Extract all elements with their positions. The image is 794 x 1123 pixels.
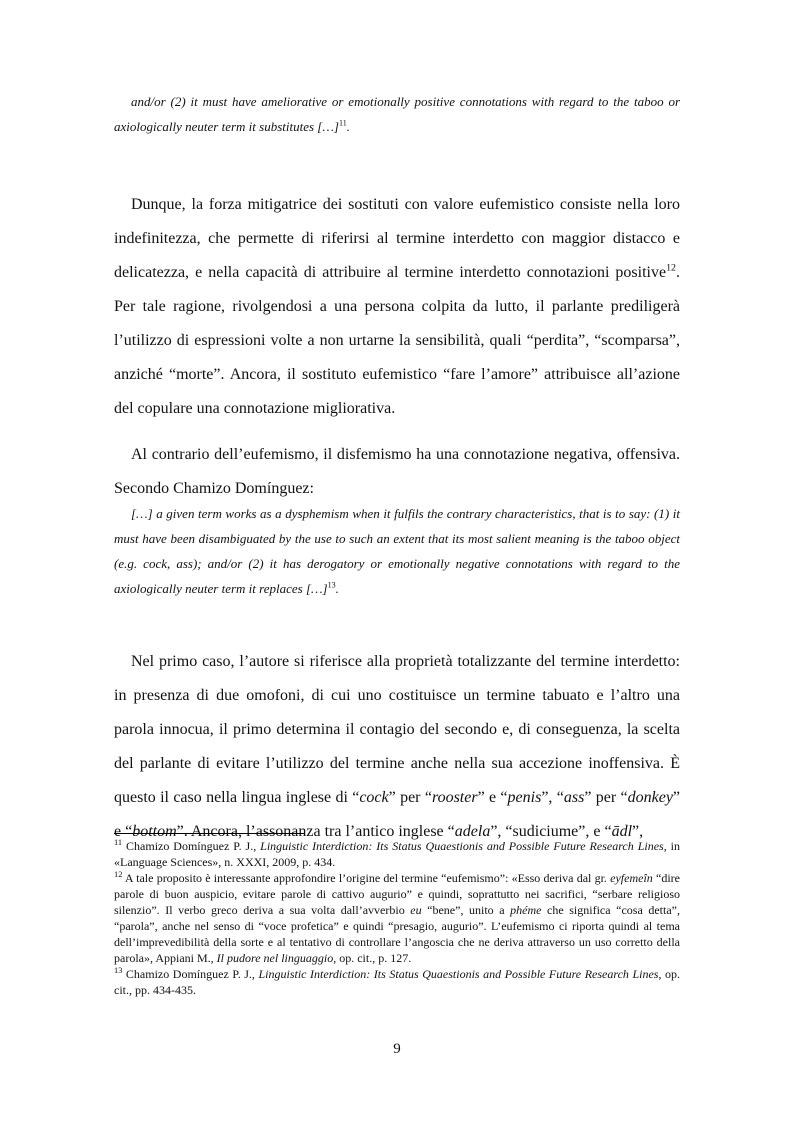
term-adl: ādl [611,823,633,840]
footnote-number: 11 [114,838,123,847]
text-run: che significa “cosa detta”, “parola”, anche nel senso di “voce profetica” e quindi “presagio, augurio”. L’eufemismo ci riporta quindi al tema dell’imprevedibilità della sorte e al tentativo di controllare l’angoscia che ne deriva attraverso un uso corretto della parola», Appiani M., [114,903,680,965]
text-run: ”. Ancora, l’assonanza tra l’antico inglese “ [176,823,455,840]
body-text-section-2 [114,645,680,861]
footnote-11 [114,838,680,870]
footnote-ref-12[interactable]: 12 [666,262,676,274]
text-run: ”, [632,823,644,840]
body-text-section-1 [114,188,680,518]
footnote-number: 13 [114,966,123,975]
term-penis: penis [507,789,542,806]
text-run: Chamizo Domínguez P. J., [122,967,259,981]
term-bottom: bottom [132,823,177,840]
footnote-13 [114,966,680,998]
quote-paragraph [114,89,680,139]
quote-tail: . [335,581,339,596]
quote-text: […] a given term works as a dysphemism when it fulfils the contrary characteristics, that is to say: (1) it must have been disambiguated by the use to such an extent that its most salient meaning is the taboo object (e.g. cock, ass); and/or (2) it has derogatory or emotionally negative connotations with regard to the axiologically neuter term it replaces […] [114,506,680,596]
paragraph-text: Al contrario dell’eufemismo, il disfemismo ha una connotazione negativa, offensiva. Secondo Chamizo Domínguez: [114,446,680,497]
paragraph-dysphemism-intro [114,438,680,506]
footnote-ref-13[interactable]: 13 [327,580,336,590]
paragraph-text-tail: . Per tale ragione, rivolgendosi a una persona colpita da lutto, il parlante prediligerà l’utilizzo di espressioni volte a non urtarne la sensibilità, quali “perdita”, “scomparsa”, anziché “morte”. Ancora, il sostituto eufemistico “fare l’amore” attribuisce all’azione del copulare una connotazione migliorativa. [114,264,680,417]
work-title: Il pudore nel linguaggio [216,951,334,965]
term-donkey: donkey [627,789,673,806]
term-pheme: phéme [510,903,542,917]
text-run: “bene”, unito a [421,903,511,917]
text-run: ” per “ [584,789,628,806]
work-title: Linguistic Interdiction: Its Status Quaestionis and Possible Future Research Lines [260,839,664,853]
text-run: , in «Language Sciences», n. XXXI, 2009, p. 434. [114,839,681,869]
footnotes [114,838,680,998]
text-run: , op. cit., p. 127. [333,951,412,965]
text-run: Nel primo caso, l’autore si riferisce alla proprietà totalizzante del termine interdetto: in presenza di due omofoni, di cui uno costituisce un termine tabuato e l’altro una parola innocua, il primo determina il contagio del secondo e, di conseguenza, la scelta del parlante di evitare l’utilizzo del termine anche nella sua accezione inoffensiva. È questo il caso nella lingua inglese di “ [114,653,680,806]
text-run: “dire parole di buon auspicio, evitare parole di cattivo augurio” e quindi, soprattutto nei sacrifici, “serbare religioso silenzio”. Il verbo greco deriva a sua volta dall’avverbio [114,871,680,917]
term-eyfemein: eyfemeîn [610,871,653,885]
block-quote-dysphemism [114,501,680,601]
text-run: ” e “ [477,789,508,806]
quote-paragraph [114,501,680,601]
page-number: 9 [393,1041,401,1057]
paragraph-homophones [114,645,680,849]
footnote-ref-11[interactable]: 11 [338,118,347,128]
footnote-number: 12 [114,870,123,879]
quote-text: and/or (2) it must have ameliorative or emotionally positive connotations with regard to the taboo or axiologically neuter term it substitutes […] [114,94,680,134]
work-title: Linguistic Interdiction: Its Status Quaestionis and Possible Future Research Lines [258,967,659,981]
block-quote-euphemism [114,89,680,139]
paragraph-text: Dunque, la forza mitigatrice dei sostituti con valore eufemistico consiste nella loro indefinitezza, che permette di riferirsi al termine interdetto con maggior distacco e delicatezza, e nella capacità di attribuire al termine interdetto connotazioni positive [114,196,680,281]
term-rooster: rooster [431,789,478,806]
term-ass: ass [563,789,585,806]
footnote-separator [114,833,304,834]
term-eu: eu [410,903,422,917]
footnote-12 [114,870,680,966]
term-adela: adela [454,823,491,840]
text-run: ”, “ [541,789,564,806]
text-run: Chamizo Domínguez P. J., [122,839,261,853]
text-run: ” e “ [114,789,681,840]
text-run: , op. cit., pp. 434-435. [114,967,681,997]
term-cock: cock [359,789,389,806]
paragraph-euphemism-mitigation [114,188,680,426]
text-run: ”, “sudiciume”, e “ [490,823,612,840]
text-run: A tale proposito è interessante approfondire l’origine del termine “eufemismo”: «Esso deriva dal gr. [122,871,611,885]
quote-tail: . [346,119,350,134]
text-run: ” per “ [388,789,432,806]
